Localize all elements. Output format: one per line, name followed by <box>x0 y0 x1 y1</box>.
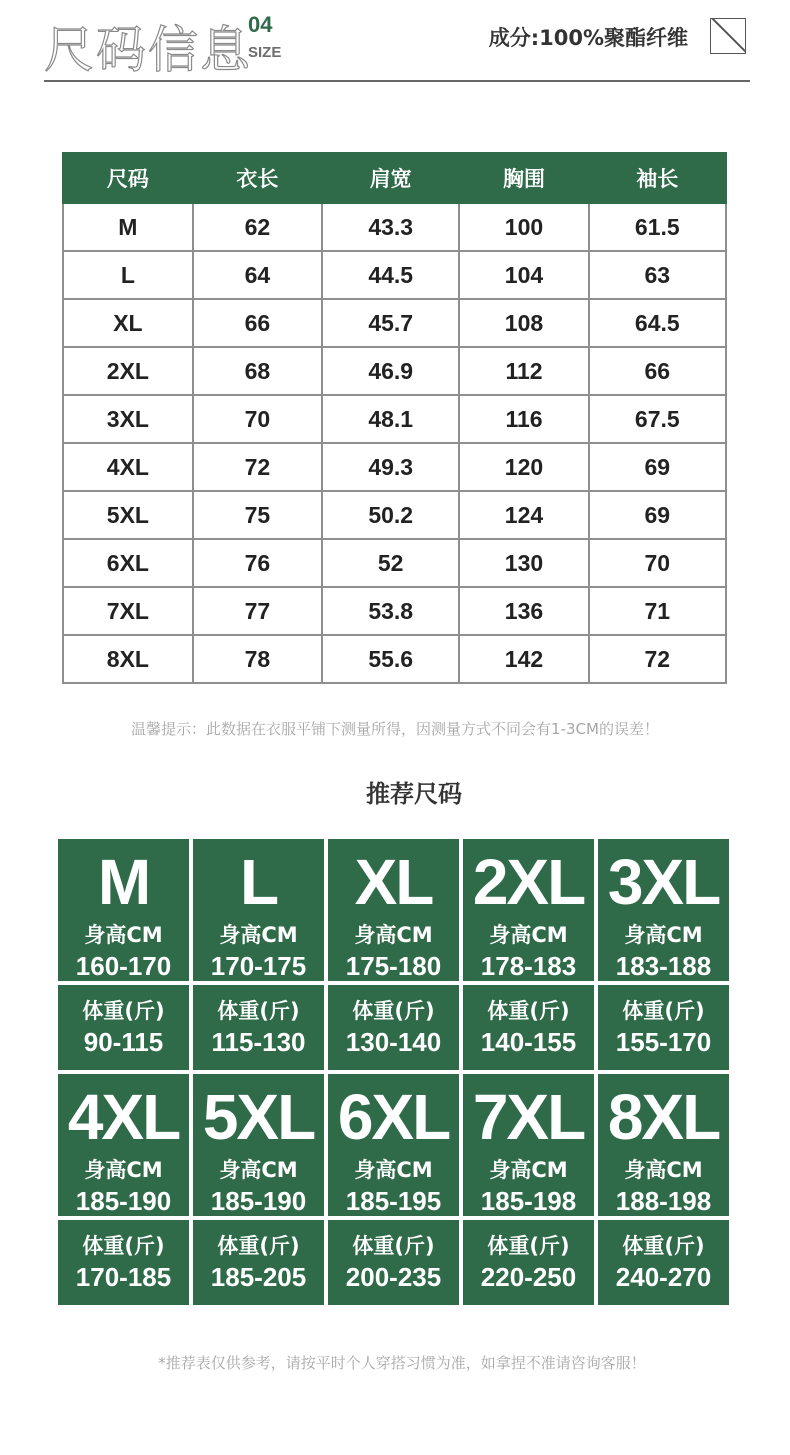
weight-card <box>328 1220 459 1305</box>
measurement-cell: 67.5 <box>589 395 726 443</box>
table-row <box>63 347 726 395</box>
weight-range: 130-140 <box>345 1027 442 1057</box>
table-header-cell: 胸围 <box>459 153 588 203</box>
weight-range: 140-155 <box>480 1027 577 1057</box>
measurement-cell: 112 <box>459 347 588 395</box>
size-label: 5XL <box>202 1081 315 1153</box>
size-height-card <box>193 839 324 981</box>
height-range: 188-198 <box>615 1186 712 1216</box>
section-number: 04 <box>248 12 273 37</box>
measurement-cell: 53.8 <box>322 587 459 635</box>
weight-label: 体重(斤) <box>487 999 570 1023</box>
weight-range: 220-250 <box>480 1262 577 1292</box>
size-label: 2XL <box>472 846 585 918</box>
size-height-card <box>598 839 729 981</box>
weight-card <box>463 985 594 1070</box>
height-range: 183-188 <box>615 951 712 981</box>
weight-label: 体重(斤) <box>487 1234 570 1258</box>
height-label: 身高CM <box>354 923 433 947</box>
size-table <box>62 152 727 684</box>
size-height-card <box>328 1074 459 1216</box>
weight-label: 体重(斤) <box>217 999 300 1023</box>
measurement-cell: 61.5 <box>589 203 726 251</box>
measurement-cell: 62 <box>193 203 322 251</box>
size-height-card <box>598 1074 729 1216</box>
recommend-title: 推荐尺码 <box>366 780 462 808</box>
size-cell: 8XL <box>63 635 193 683</box>
size-cell: 3XL <box>63 395 193 443</box>
table-row <box>63 251 726 299</box>
height-range: 185-198 <box>480 1186 577 1216</box>
weight-card <box>598 1220 729 1305</box>
size-cell: 4XL <box>63 443 193 491</box>
height-label: 身高CM <box>354 1158 433 1182</box>
weight-label: 体重(斤) <box>622 999 705 1023</box>
weight-label: 体重(斤) <box>352 1234 435 1258</box>
measurement-cell: 69 <box>589 491 726 539</box>
weight-range: 240-270 <box>615 1262 712 1292</box>
measurement-cell: 43.3 <box>322 203 459 251</box>
weight-range: 155-170 <box>615 1027 712 1057</box>
measurement-cell: 66 <box>589 347 726 395</box>
table-row <box>63 539 726 587</box>
height-range: 185-190 <box>75 1186 172 1216</box>
size-label: 3XL <box>607 846 720 918</box>
footnote: *推荐表仅供参考，请按平时个人穿搭习惯为准，如拿捏不准请咨询客服！ <box>158 1354 646 1372</box>
measurement-cell: 120 <box>459 443 588 491</box>
size-height-card <box>463 839 594 981</box>
weight-label: 体重(斤) <box>82 999 165 1023</box>
measurement-cell: 63 <box>589 251 726 299</box>
measurement-cell: 130 <box>459 539 588 587</box>
height-range: 170-175 <box>210 951 307 981</box>
weight-label: 体重(斤) <box>622 1234 705 1258</box>
table-row <box>63 491 726 539</box>
weight-label: 体重(斤) <box>352 999 435 1023</box>
weight-range: 115-130 <box>211 1027 306 1057</box>
height-range: 178-183 <box>480 951 577 981</box>
height-row <box>58 1074 730 1216</box>
weight-card <box>193 1220 324 1305</box>
size-cell: M <box>63 203 193 251</box>
measurement-cell: 75 <box>193 491 322 539</box>
measurement-cell: 55.6 <box>322 635 459 683</box>
size-cell: 5XL <box>63 491 193 539</box>
measurement-cell: 49.3 <box>322 443 459 491</box>
size-cell: 6XL <box>63 539 193 587</box>
table-row <box>63 395 726 443</box>
height-range: 185-190 <box>210 1186 307 1216</box>
table-row <box>63 635 726 683</box>
weight-range: 170-185 <box>75 1262 172 1292</box>
measurement-cell: 48.1 <box>322 395 459 443</box>
measurement-cell: 66 <box>193 299 322 347</box>
measurement-cell: 108 <box>459 299 588 347</box>
weight-card <box>193 985 324 1070</box>
measurement-cell: 78 <box>193 635 322 683</box>
measurement-cell: 104 <box>459 251 588 299</box>
size-label: XL <box>354 846 433 918</box>
size-height-card <box>193 1074 324 1216</box>
weight-row <box>58 1220 730 1305</box>
size-height-card <box>463 1074 594 1216</box>
table-header-cell: 尺码 <box>63 153 193 203</box>
section-title: 尺码信息 <box>44 21 252 79</box>
material-info: 成分:100%聚酯纤维 <box>488 26 688 50</box>
measurement-cell: 76 <box>193 539 322 587</box>
weight-card <box>328 985 459 1070</box>
weight-card <box>58 985 189 1070</box>
weight-label: 体重(斤) <box>217 1234 300 1258</box>
size-label: L <box>239 846 278 918</box>
weight-card <box>598 985 729 1070</box>
weight-card <box>58 1220 189 1305</box>
measurement-cell: 124 <box>459 491 588 539</box>
size-cell: XL <box>63 299 193 347</box>
measurement-cell: 64.5 <box>589 299 726 347</box>
measurement-cell: 52 <box>322 539 459 587</box>
measurement-cell: 44.5 <box>322 251 459 299</box>
size-cell: 2XL <box>63 347 193 395</box>
table-header-row <box>63 153 726 203</box>
header-divider <box>44 80 750 82</box>
size-label: 8XL <box>607 1081 720 1153</box>
table-row <box>63 203 726 251</box>
height-label: 身高CM <box>624 1158 703 1182</box>
section-header <box>44 8 750 82</box>
height-label: 身高CM <box>84 1158 163 1182</box>
size-height-card <box>58 839 189 981</box>
size-label: 6XL <box>337 1081 450 1153</box>
weight-row <box>58 985 730 1070</box>
table-row <box>63 443 726 491</box>
measurement-cell: 72 <box>193 443 322 491</box>
section-subtitle: SIZE <box>248 44 282 61</box>
height-label: 身高CM <box>84 923 163 947</box>
measurement-cell: 70 <box>193 395 322 443</box>
measurement-cell: 71 <box>589 587 726 635</box>
height-label: 身高CM <box>624 923 703 947</box>
size-height-card <box>58 1074 189 1216</box>
table-header-cell: 衣长 <box>193 153 322 203</box>
measurement-tip: 温馨提示：此数据在衣服平铺下测量所得，因测量方式不同会有1-3CM的误差！ <box>131 720 659 738</box>
weight-range: 185-205 <box>210 1262 307 1292</box>
measurement-cell: 64 <box>193 251 322 299</box>
measurement-cell: 100 <box>459 203 588 251</box>
weight-label: 体重(斤) <box>82 1234 165 1258</box>
height-label: 身高CM <box>489 923 568 947</box>
size-cell: 7XL <box>63 587 193 635</box>
size-label: 4XL <box>67 1081 180 1153</box>
size-label: M <box>97 846 150 918</box>
height-range: 175-180 <box>345 951 442 981</box>
measurement-cell: 142 <box>459 635 588 683</box>
measurement-cell: 116 <box>459 395 588 443</box>
height-row <box>58 839 730 981</box>
table-header-cell: 袖长 <box>589 153 726 203</box>
measurement-cell: 50.2 <box>322 491 459 539</box>
weight-range: 90-115 <box>83 1027 164 1057</box>
measurement-cell: 68 <box>193 347 322 395</box>
size-label: 7XL <box>472 1081 585 1153</box>
weight-range: 200-235 <box>345 1262 442 1292</box>
size-cell: L <box>63 251 193 299</box>
height-label: 身高CM <box>219 1158 298 1182</box>
measurement-cell: 46.9 <box>322 347 459 395</box>
height-range: 185-195 <box>345 1186 442 1216</box>
height-label: 身高CM <box>219 923 298 947</box>
weight-card <box>463 1220 594 1305</box>
slash-box-icon <box>710 18 746 54</box>
recommend-grid <box>58 839 730 1309</box>
table-header-cell: 肩宽 <box>322 153 459 203</box>
height-label: 身高CM <box>489 1158 568 1182</box>
measurement-cell: 45.7 <box>322 299 459 347</box>
measurement-cell: 69 <box>589 443 726 491</box>
measurement-cell: 72 <box>589 635 726 683</box>
table-row <box>63 587 726 635</box>
measurement-cell: 70 <box>589 539 726 587</box>
measurement-cell: 136 <box>459 587 588 635</box>
size-height-card <box>328 839 459 981</box>
height-range: 160-170 <box>75 951 172 981</box>
table-row <box>63 299 726 347</box>
measurement-cell: 77 <box>193 587 322 635</box>
